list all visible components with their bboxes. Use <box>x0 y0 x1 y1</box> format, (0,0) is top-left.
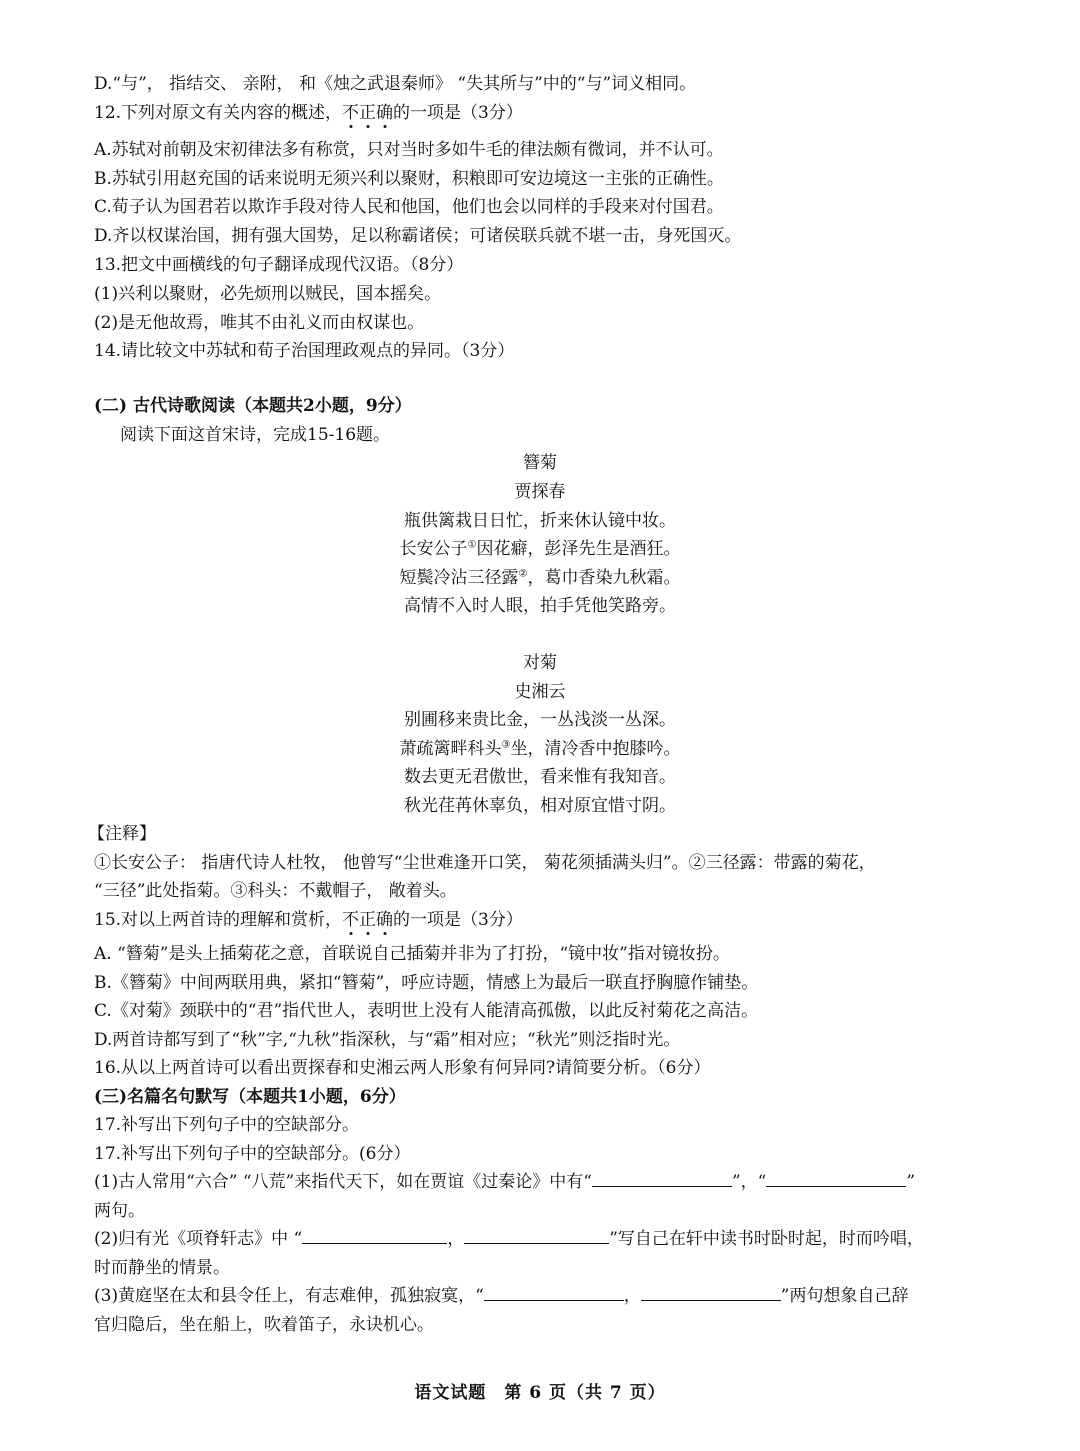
q13-item-1: (1)兴利以聚财，必先烦刑以贼民，国本摇矣。 <box>94 284 442 304</box>
poem2-line-4: 秋光荏苒休辜负，相对原宜惜寸阴。 <box>404 796 676 816</box>
answer-blank[interactable] <box>592 1170 732 1187</box>
q12-option-a: A.苏轼对前朝及宋初律法多有称赏，只对当时多如牛毛的律法颇有微词，并不认可。 <box>94 140 724 160</box>
answer-blank[interactable] <box>641 1284 781 1301</box>
emphasis-char: 确 <box>376 103 394 123</box>
emphasis-char: 正 <box>359 103 377 123</box>
q17-stem-a: 17.补写出下列句子中的空缺部分。 <box>94 1115 360 1135</box>
answer-blank[interactable] <box>484 1284 624 1301</box>
footnote-marker: ② <box>518 568 528 580</box>
emphasis-char: 正 <box>359 910 377 930</box>
q13-item-2: (2)是无他故焉，唯其不由礼义而由权谋也。 <box>94 313 425 333</box>
emphasis-char: 确 <box>376 910 394 930</box>
q15-option-b: B.《簪菊》中间两联用典，紧扣“簪菊”，呼应诗题，情感上为最后一联直抒胸臆作铺垫。 <box>94 973 759 993</box>
notes-line-1: ①长安公子： 指唐代诗人杜牧， 他曾写“尘世难逢开口笑， 菊花须插满头归”。②三径露：带露的菊花， <box>94 853 876 873</box>
section-2-intro: 阅读下面这首宋诗，完成15-16题。 <box>120 425 391 445</box>
q17-item-3-cont: 官归隐后，坐在船上，吹着笛子，永诀机心。 <box>94 1315 434 1335</box>
section-3-heading: (三)名篇名句默写（本题共1小题，6分） <box>94 1087 406 1107</box>
q12-option-c: C.荀子认为国君若以欺诈手段对待人民和他国，他们也会以同样的手段来对付国君。 <box>94 197 724 217</box>
footnote-marker: ① <box>467 539 477 551</box>
poem1-author: 贾探春 <box>514 482 566 502</box>
answer-blank[interactable] <box>766 1170 906 1187</box>
q15-option-d: D.两首诗都写到了“秋”字,“九秋”指深秋，与“霜”相对应；“秋光”则泛指时光。 <box>94 1030 681 1050</box>
q12-option-d: D.齐以权谋治国，拥有强大国势，足以称霸诸侯；可诸侯联兵就不堪一击，身死国灭。 <box>94 226 742 246</box>
q12-option-b: B.苏轼引用赵充国的话来说明无须兴利以聚财，积粮即可安边境这一主张的正确性。 <box>94 169 724 189</box>
q15-option-c: C.《对菊》颈联中的“君”指代世人，表明世上没有人能清高孤傲，以此反衬菊花之高洁。 <box>94 1001 759 1021</box>
notes-heading: 【注释】 <box>88 824 156 844</box>
q17-item-3: (3)黄庭坚在太和县令任上，有志难伸，孤独寂寞，“ ， ”两句想象自己辞 <box>94 1286 909 1306</box>
q17-item-2: (2)归有光《项脊轩志》中 “ ， ”写自己在轩中读书时卧时起，时而吟唱， <box>94 1229 924 1249</box>
poem2-author: 史湘云 <box>514 682 566 702</box>
poem2-line-1: 别圃移来贵比金，一丛浅淡一丛深。 <box>404 710 676 730</box>
q17-item-2-cont: 时而静坐的情景。 <box>94 1258 230 1278</box>
page-footer: 语文试题 第 6 页（共 7 页） <box>414 1383 666 1403</box>
section-2-heading: (二) 古代诗歌阅读（本题共2小题，9分） <box>94 396 412 416</box>
emphasis-char: 不 <box>342 103 360 123</box>
poem1-line-4: 高情不入时人眼，拍手凭他笑路旁。 <box>404 596 676 616</box>
notes-line-2: “三径”此处指菊。③科头：不戴帽子， 敞着头。 <box>94 881 457 901</box>
poem1-line-3: 短鬓冷沾三径露②，葛巾香染九秋霜。 <box>399 568 681 588</box>
poem2-line-3: 数去更无君傲世，看来惟有我知音。 <box>404 767 676 787</box>
q14-stem: 14.请比较文中苏轼和荀子治国理政观点的异同。（3分） <box>94 341 515 361</box>
q17-item-1: (1)古人常用“六合” “八荒”来指代天下，如在贾谊《过秦论》中有“ ”，“ ” <box>94 1172 916 1192</box>
poem1-line-2: 长安公子①因花癖，彭泽先生是酒狂。 <box>399 539 681 559</box>
q17-item-1-cont: 两句。 <box>94 1201 145 1221</box>
poem1-title: 簪菊 <box>523 453 557 473</box>
q13-stem: 13.把文中画横线的句子翻译成现代汉语。（8分） <box>94 255 464 275</box>
poem2-line-2: 萧疏篱畔科头③坐，清冷香中抱膝吟。 <box>399 739 681 759</box>
q11-option-d: D.“与”， 指结交、 亲附， 和《烛之武退秦师》 “失其所与”中的“与”词义相同。 <box>94 74 697 94</box>
q16-stem: 16.从以上两首诗可以看出贾探春和史湘云两人形象有何异同?请简要分析。（6分） <box>94 1058 711 1078</box>
q15-stem: 15.对以上两首诗的理解和赏析，不正确的一项是（3分） <box>94 910 523 930</box>
emphasis-char: 不 <box>342 910 360 930</box>
q15-option-a: A. “簪菊”是头上插菊花之意，首联说自己插菊并非为了打扮，“镜中妆”指对镜妆扮。 <box>94 944 730 964</box>
q12-stem: 12.下列对原文有关内容的概述，不正确的一项是（3分） <box>94 103 523 123</box>
answer-blank[interactable] <box>302 1227 447 1244</box>
poem1-line-1: 瓶供篱栽日日忙，折来休认镜中妆。 <box>404 511 676 531</box>
answer-blank[interactable] <box>464 1227 609 1244</box>
q17-stem-b: 17.补写出下列句子中的空缺部分。(6分） <box>94 1144 411 1164</box>
footnote-marker: ③ <box>501 739 511 751</box>
poem2-title: 对菊 <box>523 653 557 673</box>
